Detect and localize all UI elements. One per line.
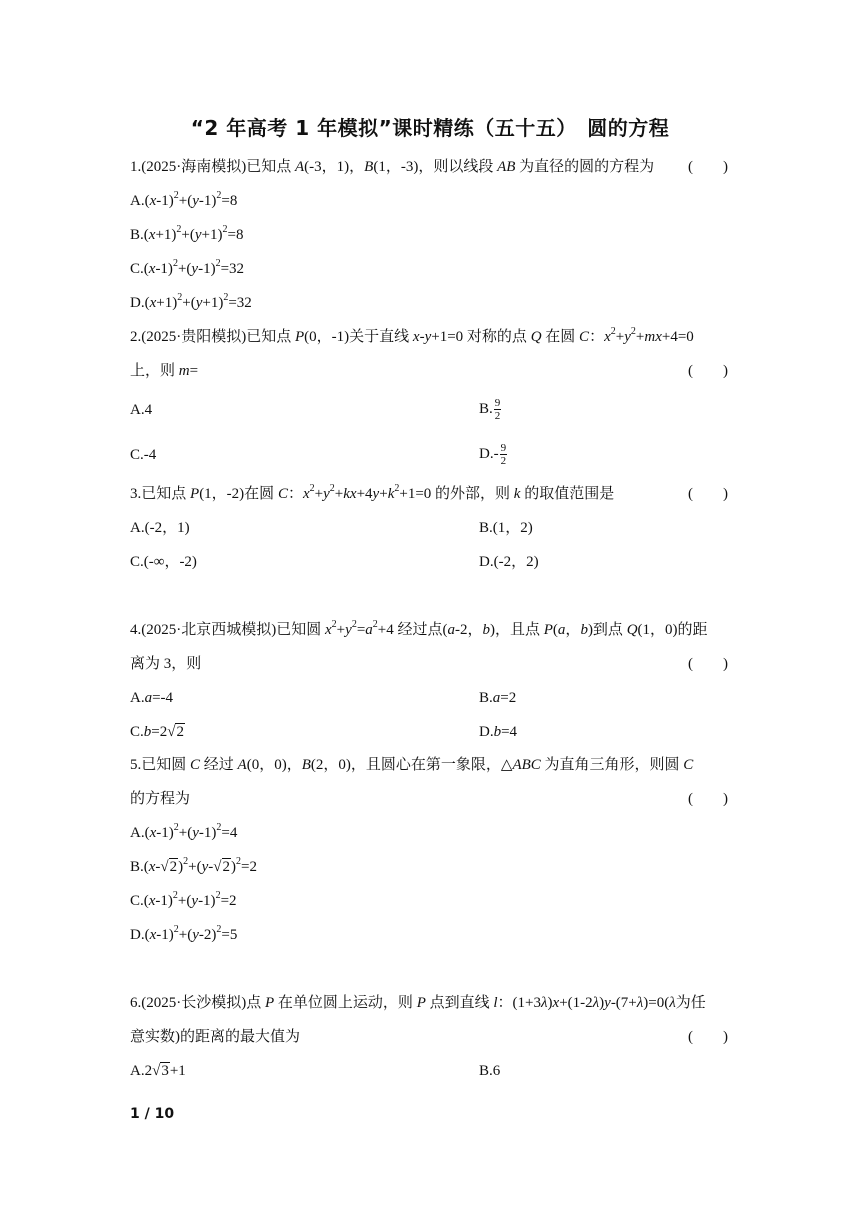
q5-stem-line2: 的方程为 (130, 791, 191, 807)
q2-option-b: B. $\frac{9}{2}$ (479, 397, 501, 422)
q2-option-c: C.-4 (130, 447, 157, 463)
sqrt-symbol: √3 (152, 1063, 169, 1079)
fraction: $\frac{9}{2}$ (494, 397, 501, 422)
q5-option-b: $B.(x-√2)^2+(y-√2)^2=2$ (130, 856, 257, 875)
q4-option-c: C.b=2√2 (130, 724, 184, 740)
page-title: “2 年高考 1 年模拟”课时精练（五十五） 圆的方程 (190, 116, 670, 140)
q2-option-d: D.- $\frac{9}{2}$ (479, 442, 507, 467)
q6-stem-line2: 意实数)的距离的最大值为 (130, 1029, 300, 1045)
q2-answer-paren: ( ) (688, 363, 728, 379)
q2-option-a: A.4 (130, 402, 153, 418)
q1-option-d: $D.(x+1)^2+(y+1)^2=32$ (130, 292, 252, 311)
q4-stem-line1: 4.(2025·北京西城模拟)已知圆 $x^2+y^2=a^2+4$ 经过点(a-2，b)，且点 P(a，b)到点 Q(1，0)的距 (130, 619, 708, 638)
q1-stem: 1.(2025·海南模拟)已知点 A(-3，1)，B(1，-3)，则以线段 AB 为直径的圆的方程为 (130, 159, 655, 175)
q1-option-b: $B.(x+1)^2+(y+1)^2=8$ (130, 224, 244, 243)
q5-option-d: $D.(x-1)^2+(y-2)^2=5$ (130, 924, 238, 943)
q3-option-c: C.(-∞，-2) (130, 554, 197, 570)
sqrt-symbol: √2 (213, 859, 231, 875)
q5-option-c: $C.(x-1)^2+(y-1)^2=2$ (130, 890, 237, 909)
q6-stem-line1: 6.(2025·长沙模拟)点 P 在单位圆上运动，则 P 点到直线 l：(1+3λ)x+(1-2λ)y-(7+λ)=0(λ为任 (130, 995, 706, 1011)
q5-answer-paren: ( ) (688, 791, 728, 807)
q2-stem-line1: 2.(2025·贵阳模拟)已知点 P(0，-1)关于直线 x-y+1=0 对称的点 Q 在圆 C：$x^2+y^2+mx+4=0$ (130, 326, 694, 345)
q2-stem-line2: 上，则 m= (130, 363, 199, 379)
q4-option-b: B.a=2 (479, 690, 517, 706)
q6-answer-paren: ( ) (688, 1029, 728, 1045)
q1-option-a: $A.(x-1)^2+(y-1)^2=8$ (130, 190, 238, 209)
q3-answer-paren: ( ) (688, 486, 728, 502)
sqrt-symbol: √2 (160, 859, 178, 875)
q5-stem-line1: 5.已知圆 C 经过 A(0，0)，B(2，0)，且圆心在第一象限，△ABC 为直角三角形，则圆 C (130, 757, 694, 773)
q4-option-d: D.b=4 (479, 724, 518, 740)
q3-option-d: D.(-2，2) (479, 554, 539, 570)
q6-option-a: A.2√3+1 (130, 1063, 186, 1079)
q1-option-c: $C.(x-1)^2+(y-1)^2=32$ (130, 258, 245, 277)
q1-answer-paren: ( ) (688, 159, 728, 175)
fraction: $\frac{9}{2}$ (500, 442, 507, 467)
q4-stem-line2: 离为 3，则 (130, 656, 202, 672)
sqrt-symbol: √2 (167, 724, 184, 740)
q6-option-b: B.6 (479, 1063, 501, 1079)
q3-stem: 3.已知点 P(1，-2)在圆 C：$x^2+y^2+kx+4y+k^2+1=0$ 的外部，则 k 的取值范围是 (130, 483, 615, 502)
q3-option-a: A.(-2，1) (130, 520, 190, 536)
q4-option-a: A.a=-4 (130, 690, 174, 706)
q4-answer-paren: ( ) (688, 656, 728, 672)
q5-option-a: $A.(x-1)^2+(y-1)^2=4$ (130, 822, 238, 841)
page-number: 1 / 10 (130, 1106, 175, 1122)
q3-option-b: B.(1，2) (479, 520, 533, 536)
